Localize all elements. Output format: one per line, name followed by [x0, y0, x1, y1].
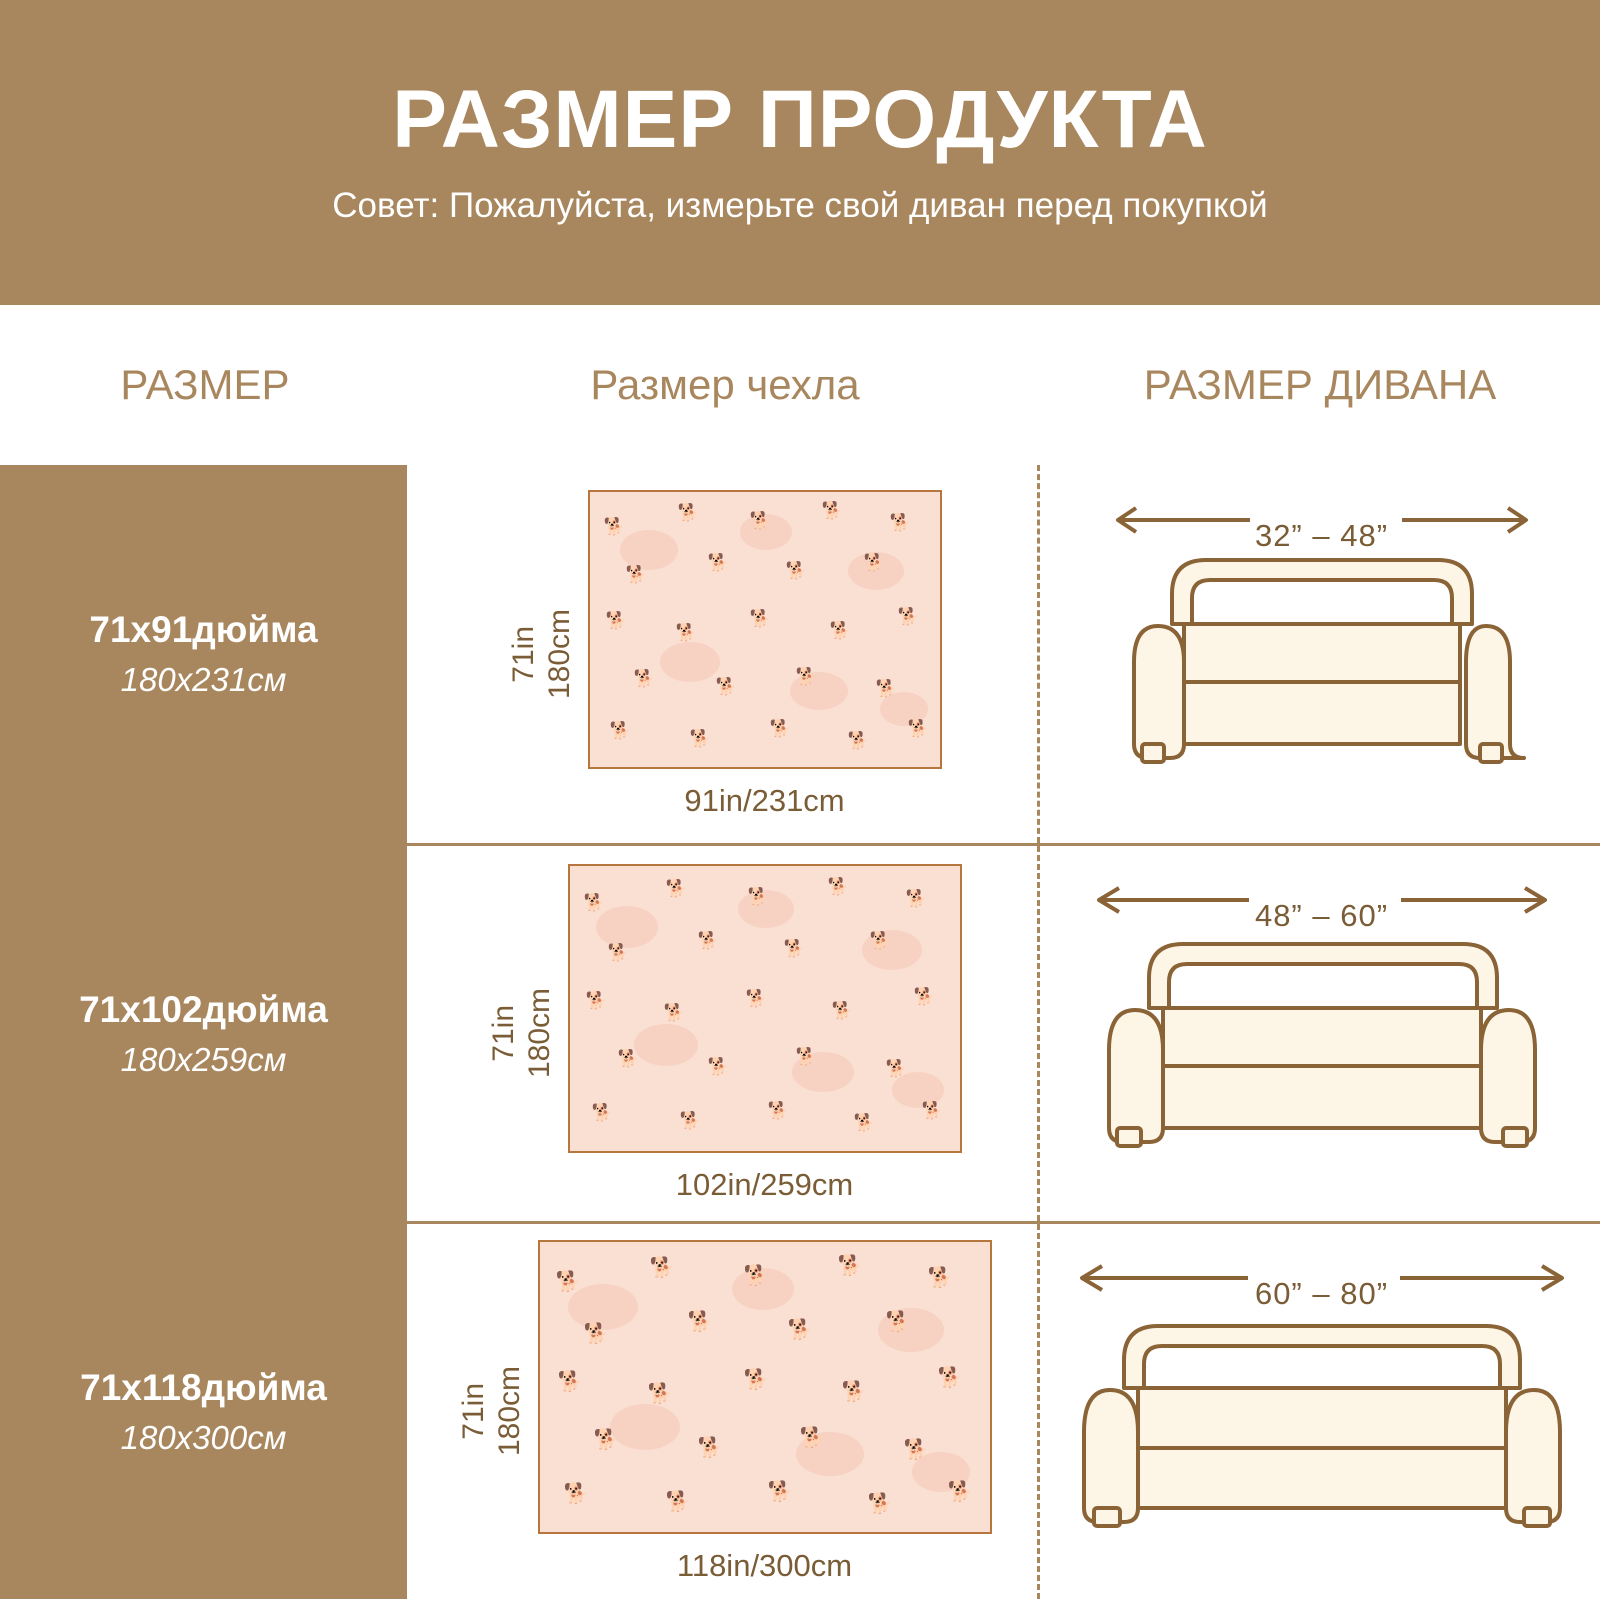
- corgi-icon: 🐕: [785, 560, 807, 580]
- size-table: [0, 465, 1600, 1600]
- size-inches: 71x118дюйма: [80, 1366, 327, 1408]
- corgi-icon: 🐕: [607, 943, 629, 962]
- corgi-icon: 🐕: [853, 1113, 875, 1132]
- cover-height-labels: [486, 988, 558, 1078]
- table-row: [0, 843, 1600, 1221]
- size-centimeters: 180x259см: [120, 1040, 287, 1078]
- corgi-icon: 🐕: [697, 1436, 723, 1459]
- corgi-icon: 🐕: [769, 718, 791, 738]
- size-cell: [0, 1224, 410, 1599]
- corgi-icon: 🐕: [647, 1382, 673, 1405]
- cover-width-label: 118in/300cm: [676, 1547, 853, 1583]
- corgi-icon: 🐕: [937, 1366, 963, 1389]
- corgi-icon: 🐕: [747, 887, 769, 906]
- header-banner: [0, 0, 1600, 305]
- table-row: [0, 465, 1600, 843]
- cover-height-inches: 71in: [506, 625, 540, 683]
- corgi-icon: 🐕: [585, 991, 607, 1010]
- corgi-icon: 🐕: [633, 668, 655, 688]
- cover-height-labels: [456, 1366, 528, 1456]
- corgi-icon: 🐕: [837, 1254, 863, 1277]
- corgi-icon: 🐕: [697, 931, 719, 950]
- corgi-icon: 🐕: [867, 1492, 893, 1515]
- corgi-icon: 🐕: [903, 1438, 929, 1461]
- corgi-icon: 🐕: [563, 1482, 589, 1505]
- size-inches: 71x102дюйма: [79, 988, 328, 1030]
- corgi-icon: 🐕: [591, 1103, 613, 1122]
- corgi-icon: 🐕: [665, 1490, 691, 1513]
- cover-swatch: [538, 1240, 992, 1534]
- corgi-icon: 🐕: [927, 1266, 953, 1289]
- corgi-icon: 🐕: [555, 1270, 581, 1293]
- corgi-icon: 🐕: [829, 620, 851, 640]
- corgi-icon: 🐕: [841, 1380, 867, 1403]
- corgi-icon: 🐕: [767, 1480, 793, 1503]
- column-header-cover: Размер чехла: [590, 361, 860, 408]
- corgi-icon: 🐕: [665, 879, 687, 898]
- corgi-icon: 🐕: [715, 676, 737, 696]
- page-title: РАЗМЕР ПРОДУКТА: [392, 74, 1208, 166]
- corgi-icon: 🐕: [907, 718, 929, 738]
- size-cell: [0, 846, 410, 1221]
- corgi-icon: 🐕: [889, 512, 911, 532]
- corgi-icon: 🐕: [885, 1059, 907, 1078]
- cover-cell: [410, 846, 1040, 1221]
- corgi-icon: 🐕: [605, 610, 627, 630]
- corgi-icon: 🐕: [905, 889, 927, 908]
- corgi-icon: 🐕: [799, 1426, 825, 1449]
- corgi-icon: 🐕: [745, 989, 767, 1008]
- corgi-icon: 🐕: [897, 606, 919, 626]
- corgi-icon: 🐕: [743, 1264, 769, 1287]
- corgi-icon: 🐕: [583, 893, 605, 912]
- corgi-icon: 🐕: [649, 1256, 675, 1279]
- cover-cell: [410, 1224, 1040, 1599]
- corgi-icon: 🐕: [675, 622, 697, 642]
- corgi-icon: 🐕: [663, 1003, 685, 1022]
- cover-swatch: [588, 490, 942, 769]
- corgi-icon: 🐕: [749, 510, 771, 530]
- cover-height-centimeters: 180cm: [542, 608, 576, 700]
- corgi-icon: 🐕: [783, 939, 805, 958]
- sofa-cell: [1043, 846, 1600, 1221]
- corgi-icon: 🐕: [625, 564, 647, 584]
- cover-swatch: [568, 864, 962, 1153]
- cover-height-inches: 71in: [456, 1383, 490, 1440]
- corgi-icon: 🐕: [593, 1428, 619, 1451]
- corgi-icon: 🐕: [827, 877, 849, 896]
- sofa-cell: [1043, 1224, 1600, 1599]
- column-headers: [0, 305, 1600, 465]
- corgi-icon: 🐕: [687, 1310, 713, 1333]
- corgi-icon: 🐕: [707, 552, 729, 572]
- sofa-dimension-label: 48” – 60”: [1254, 897, 1389, 933]
- corgi-icon: 🐕: [707, 1057, 729, 1076]
- corgi-icon: 🐕: [795, 1047, 817, 1066]
- sofa-dimension-label: 60” – 80”: [1254, 1275, 1389, 1311]
- corgi-icon: 🐕: [609, 720, 631, 740]
- corgi-icon: 🐕: [921, 1101, 943, 1120]
- size-cell: [0, 465, 410, 843]
- cover-height-centimeters: 180cm: [492, 1366, 526, 1457]
- size-inches: 71x91дюйма: [89, 609, 318, 650]
- corgi-icon: 🐕: [863, 552, 885, 572]
- corgi-icon: 🐕: [583, 1322, 609, 1345]
- corgi-icon: 🐕: [885, 1310, 911, 1333]
- corgi-icon: 🐕: [875, 678, 897, 698]
- corgi-icon: 🐕: [617, 1049, 639, 1068]
- corgi-icon: 🐕: [847, 730, 869, 750]
- corgi-icon: 🐕: [787, 1318, 813, 1341]
- table-row: [0, 1221, 1600, 1599]
- corgi-icon: 🐕: [749, 608, 771, 628]
- size-centimeters: 180x300см: [120, 1418, 287, 1456]
- corgi-icon: 🐕: [869, 931, 891, 950]
- corgi-icon: 🐕: [831, 1001, 853, 1020]
- cover-width-label: 102in/259cm: [675, 1167, 854, 1202]
- cover-cell: [410, 465, 1040, 843]
- cover-height-centimeters: 180cm: [522, 988, 556, 1079]
- corgi-icon: 🐕: [795, 666, 817, 686]
- corgi-icon: 🐕: [603, 516, 625, 536]
- corgi-icon: 🐕: [743, 1368, 769, 1391]
- corgi-icon: 🐕: [767, 1101, 789, 1120]
- corgi-icon: 🐕: [557, 1370, 583, 1393]
- sofa-cell: [1043, 465, 1600, 843]
- cover-height-inches: 71in: [486, 1005, 520, 1062]
- sofa-dimension-label: 32” – 48”: [1254, 518, 1389, 553]
- corgi-icon: 🐕: [677, 502, 699, 522]
- corgi-icon: 🐕: [689, 728, 711, 748]
- size-centimeters: 180x231см: [120, 661, 287, 698]
- corgi-icon: 🐕: [913, 987, 935, 1006]
- corgi-icon: 🐕: [947, 1480, 973, 1503]
- column-header-size: РАЗМЕР: [120, 361, 290, 408]
- corgi-icon: 🐕: [679, 1111, 701, 1130]
- corgi-icon: 🐕: [821, 500, 843, 520]
- cover-width-label: 91in/231cm: [684, 782, 845, 818]
- header-subtitle: Совет: Пожалуйста, измерьте свой диван перед покупкой: [332, 186, 1268, 226]
- column-header-sofa: РАЗМЕР ДИВАНА: [1143, 361, 1497, 408]
- cover-height-labels: [506, 609, 578, 699]
